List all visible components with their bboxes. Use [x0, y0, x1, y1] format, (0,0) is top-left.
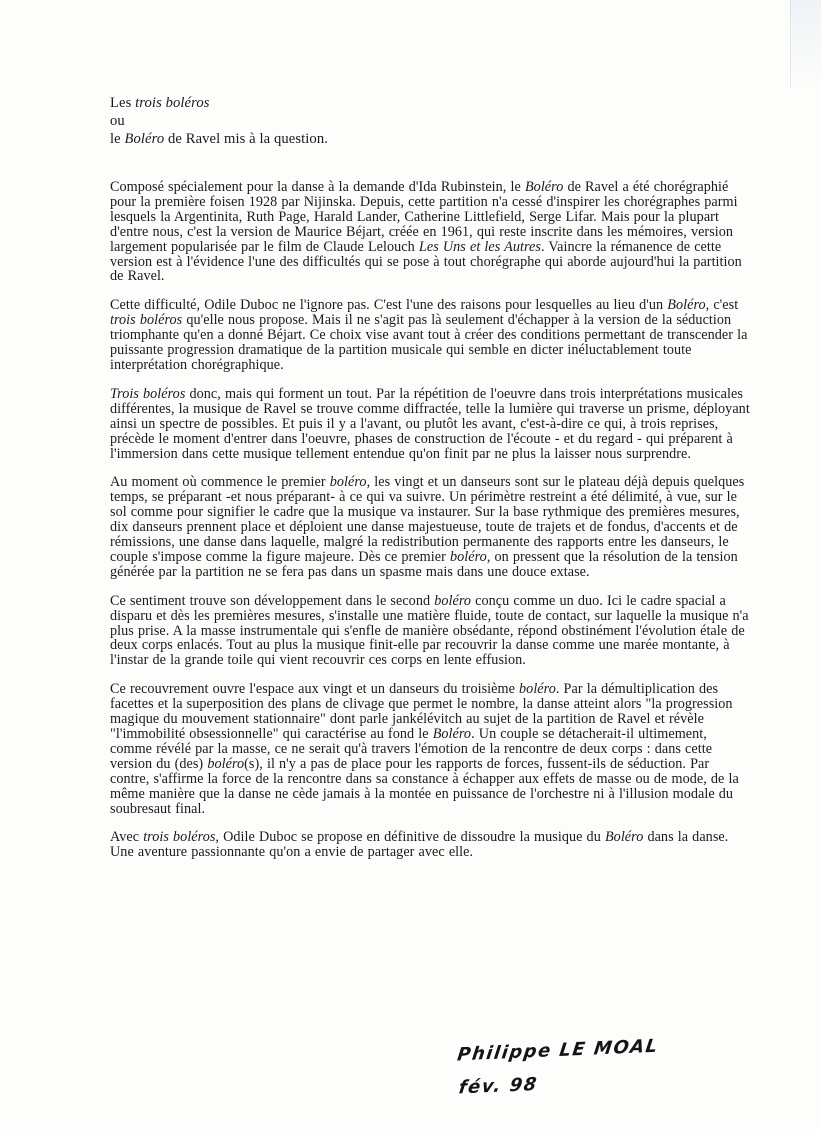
paragraph [110, 594, 750, 669]
signature-date: fév. 98 [457, 1073, 540, 1099]
text-run: dans la danse. Une aventure passionnante qu'on a envie de partager avec elle. [110, 829, 729, 861]
document-content [110, 94, 750, 874]
italic-text-run: trois boléros [135, 95, 210, 111]
title-line [110, 94, 750, 112]
text-run: Composé spécialement pour la danse à la demande d'Ida Rubinstein, le [110, 179, 525, 195]
paragraph [110, 682, 750, 816]
text-run: . Un couple se détacherait-il ultimement, comme révélé par la masse, ce ne serait qu'à travers l'émotion de la rencontre de deux corps : dans cette version du (des) [110, 726, 713, 772]
title-line [110, 112, 750, 130]
italic-text-run: Boléro [524, 179, 564, 195]
text-run: Cette difficulté, Odile Duboc ne l'ignore pas. C'est l'une des raisons pour lesquelles au lieu d'un [110, 297, 668, 314]
italic-text-run: boléro [207, 755, 245, 772]
title-line [110, 130, 750, 148]
document-title [110, 94, 750, 148]
italic-text-run: Boléro [124, 131, 165, 147]
italic-text-run: boléro [449, 548, 487, 565]
text-run: Les [110, 95, 136, 111]
text-run: donc, mais qui forment un tout. Par la répétition de l'oeuvre dans trois interprétations musicales différentes, la musique de Ravel se trouve comme diffractée, telle la lumière qui traverse un prisme, déployant ainsi un spectre de possibles. Et puis il y a l'avant, ou plutôt les avant, c'est-à-dire ce qui, à trois reprises, précède le moment d'entrer dans l'oeuvre, phases de construction de l'écoute - et du regard - qui préparent à l'immersion dans cette musique tellement entendue qu'on finit par ne plus la laisser nous surprendre. [110, 385, 750, 462]
paragraph [110, 180, 750, 284]
text-run: le [110, 131, 125, 147]
text-run: ou [110, 113, 125, 129]
text-run: . Par la démultiplication des facettes et la superposition des plans de clivage que permet le nombre, la danse atteint alors "la progression magique du mouvement stationnaire" dont parle jankélévitch au sujet de la partition de Ravel et révèle "l'immobilité obsessionnelle" qui caractérise au fond le [110, 681, 733, 742]
paragraph [110, 298, 750, 373]
signature-name: Philippe LE MOAL [455, 1035, 660, 1066]
italic-text-run: Boléro [604, 829, 644, 846]
text-run: , les vingt et un danseurs sont sur le plateau déjà depuis quelques temps, se préparant -et nous préparant- à ce qui va suivre. Un périmètre restreint a été délimité, à vue, sur le sol comme pour signifier le cadre que la musique va instaurer. Sur la base rythmique des premières mesures, dix danseurs prennent place et déploient une danse majestueuse, toute de trajets et de fondus, d'accents et de rémissions, une danse dans laquelle, malgré la redistribution permanente des rapports entre les danseurs, le couple s'impose comme la figure majeure. Dès ce premier [110, 474, 745, 565]
italic-text-run: boléro [329, 474, 367, 491]
signature [457, 1036, 661, 1099]
text-run: qu'elle nous propose. Mais il ne s'agit pas là seulement d'échapper à la version de la séduction triomphante qu'en a donné Béjart. Ce choix vise avant tout à créer des conditions permettant de transcender la puissante progression dramatique de la partition musicale qui semble en dicter inéluctablement toute interprétation chorégraphique. [110, 312, 748, 373]
text-run: Avec [110, 829, 144, 846]
text-run: Au moment où commence le premier [110, 474, 330, 491]
paragraph [110, 830, 750, 860]
italic-text-run: Trois boléros [110, 385, 186, 402]
scan-edge-artifact [790, 0, 821, 88]
text-run: Ce sentiment trouve son développement dans le second [110, 592, 435, 609]
text-run: . Vaincre la rémanence de cette version est à l'évidence l'une des difficultés qui se pose à tout chorégraphe qui aborde aujourd'hui la partition de Ravel. [110, 238, 742, 285]
italic-text-run: boléro [519, 681, 556, 698]
italic-text-run: Boléro [432, 726, 472, 742]
italic-text-run: boléro [434, 592, 472, 609]
text-run: , c'est [705, 297, 739, 314]
italic-text-run: trois boléros [110, 312, 183, 329]
text-run: Ce recouvrement ouvre l'espace aux vingt et un danseurs du troisième [110, 681, 520, 698]
text-run: (s), il n'y a pas de place pour les rapports de forces, fussent-ils de séduction. Par contre, s'affirme la force de la rencontre dans sa constance à échapper aux effets de masse ou de mode, de la même manière que la danse ne cède jamais à la montée en puissance de l'orchestre ni à l'illusion modale du soubresaut final. [110, 755, 739, 817]
italic-text-run: trois boléros [143, 829, 216, 846]
italic-text-run: Les Uns et les Autres [418, 238, 541, 255]
text-run: de Ravel mis à la question. [164, 131, 328, 147]
text-run: de Ravel a été chorégraphié pour la première foisen 1928 par Nijinska. Depuis, cette partition n'a cessé d'inspirer les chorégraphes parmi lesquels la Argentinita, Ruth Page, Harald Lander, Catherine Littlefield, Serge Lifar. Mais pour la plupart d'entre nous, c'est la version de Maurice Béjart, créée en 1961, qui reste inscrite dans les mémoires, version largement popularisée par le film de Claude Lelouch [110, 179, 738, 255]
paragraph [110, 475, 750, 579]
document-body [110, 180, 750, 860]
paragraph [110, 387, 750, 462]
italic-text-run: Boléro [667, 297, 706, 314]
text-run: , on pressent que la résolution de la tension générée par la partition ne se fera pas dans un spasme mais dans une douce extase. [110, 548, 738, 580]
text-run: conçu comme un duo. Ici le cadre spacial a disparu et dès les premières mesures, s'installe une matière fluide, toute de contact, sur laquelle la musique n'a plus prise. A la masse instrumentale qui s'enfle de manière obsédante, répond obstinément l'évolution étale de deux corps enlacés. Tout au plus la musique finit-elle par recouvrir la danse comme une marée montante, à l'instar de la grande toile qui vient recouvrir ces corps en lente effusion. [110, 592, 749, 669]
text-run: , Odile Duboc se propose en définitive de dissoudre la musique du [215, 829, 605, 846]
